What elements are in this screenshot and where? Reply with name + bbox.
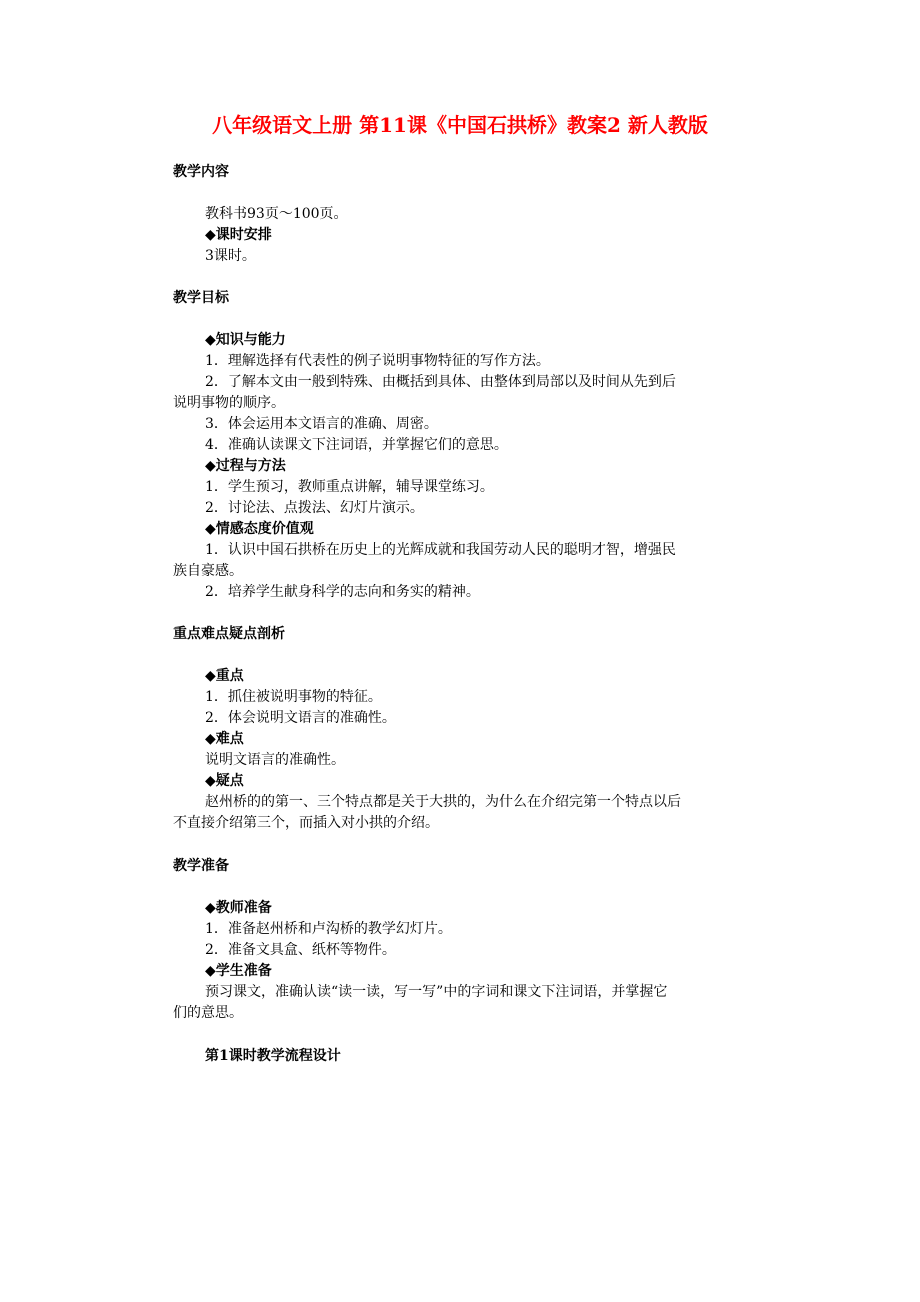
section-heading-preparation: 教学准备	[173, 858, 229, 874]
list-item-continuation: 族自豪感。	[173, 563, 243, 579]
subheading-values: ◆情感态度价值观	[205, 521, 314, 537]
list-item: 2．体会说明文语言的准确性。	[205, 710, 396, 726]
section-heading-content: 教学内容	[173, 164, 229, 180]
subheading-knowledge: ◆知识与能力	[205, 332, 286, 348]
subheading-key: ◆重点	[205, 668, 244, 684]
document-title: 八年级语文上册 第11课《中国石拱桥》教案2 新人教版	[212, 113, 708, 137]
doubt-text-continuation: 不直接介绍第三个，而插入对小拱的介绍。	[173, 815, 439, 831]
subheading-difficult: ◆难点	[205, 731, 244, 747]
section-heading-analysis: 重点难点疑点剖析	[173, 626, 285, 642]
section-heading-goals: 教学目标	[173, 290, 229, 306]
list-item: 2．准备文具盒、纸杯等物件。	[205, 942, 396, 958]
list-item: 2．培养学生献身科学的志向和务实的精神。	[205, 584, 480, 600]
list-item-continuation: 说明事物的顺序。	[173, 395, 285, 411]
subheading-teacher: ◆教师准备	[205, 900, 272, 916]
list-item: 3．体会运用本文语言的准确、周密。	[205, 416, 438, 432]
list-item: 4．准确认读课文下注词语，并掌握它们的意思。	[205, 437, 508, 453]
subheading-schedule: ◆课时安排	[205, 227, 272, 243]
document-body	[173, 162, 753, 1067]
subheading-doubt: ◆疑点	[205, 773, 244, 789]
lesson1-heading: 第1课时教学流程设计	[205, 1048, 341, 1064]
difficult-text: 说明文语言的准确性。	[205, 752, 345, 768]
subheading-process: ◆过程与方法	[205, 458, 286, 474]
student-text: 预习课文，准确认读“读一读，写一写”中的字词和课文下注词语，并掌握它	[205, 984, 668, 1000]
list-item: 2．讨论法、点拨法、幻灯片演示。	[205, 500, 424, 516]
schedule-text: 3课时。	[205, 248, 256, 264]
list-item: 1．认识中国石拱桥在历史上的光辉成就和我国劳动人民的聪明才智，增强民	[205, 542, 676, 558]
list-item: 1．理解选择有代表性的例子说明事物特征的写作方法。	[205, 353, 550, 369]
list-item: 1．抓住被说明事物的特征。	[205, 689, 382, 705]
content-text: 教科书93页～100页。	[205, 206, 348, 222]
subheading-student: ◆学生准备	[205, 963, 272, 979]
list-item: 2．了解本文由一般到特殊、由概括到具体、由整体到局部以及时间从先到后	[205, 374, 676, 390]
student-text-continuation: 们的意思。	[173, 1005, 243, 1021]
list-item: 1．学生预习，教师重点讲解，辅导课堂练习。	[205, 479, 494, 495]
doubt-text: 赵州桥的的第一、三个特点都是关于大拱的，为什么在介绍完第一个特点以后	[205, 794, 681, 810]
list-item: 1．准备赵州桥和卢沟桥的教学幻灯片。	[205, 921, 452, 937]
